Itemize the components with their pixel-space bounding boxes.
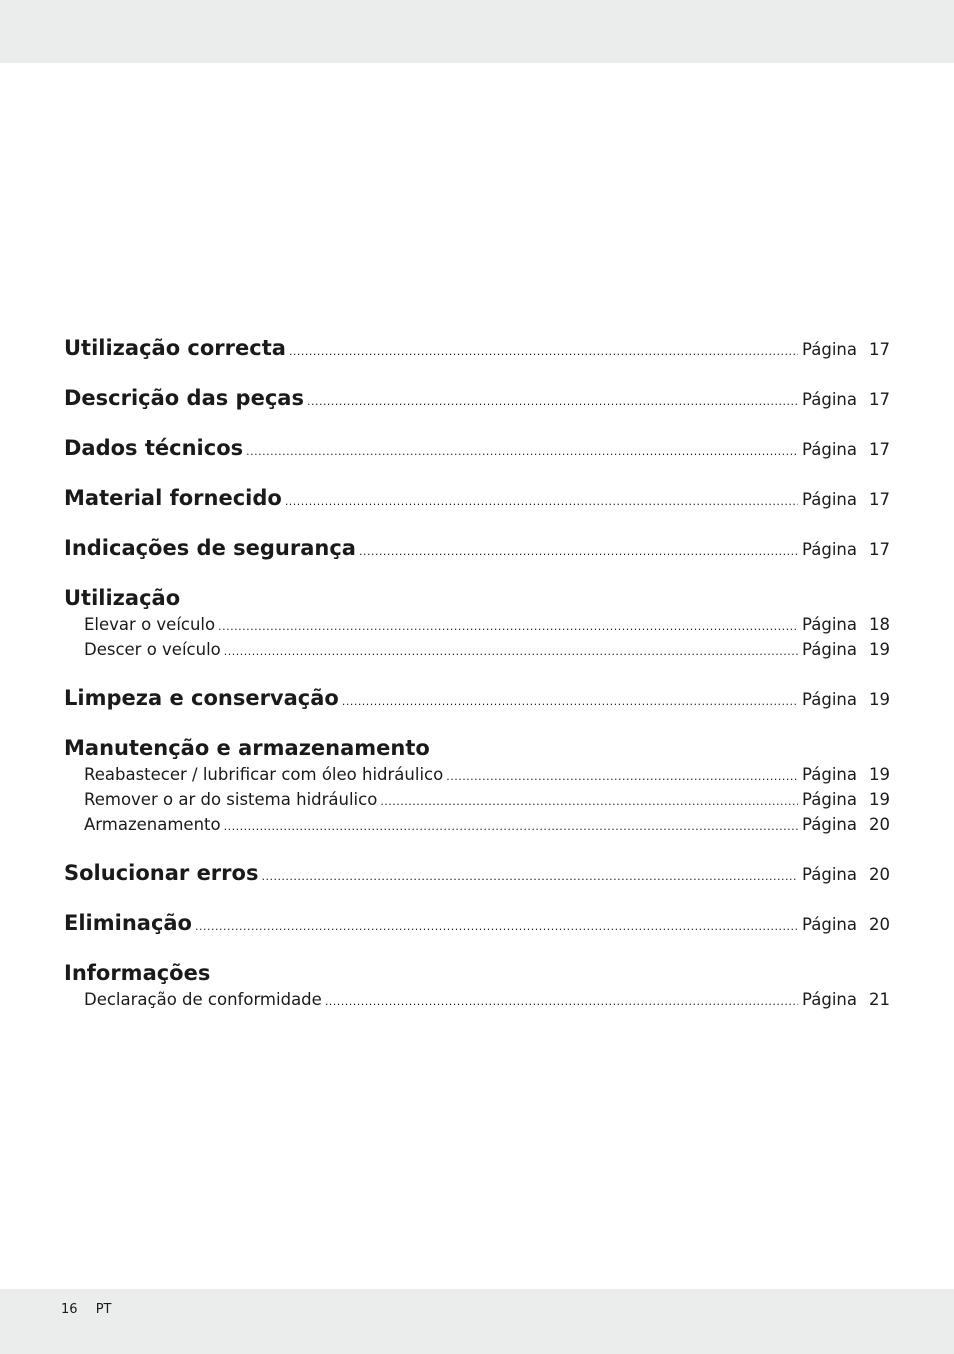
toc-entry[interactable] xyxy=(64,861,890,885)
footer-band xyxy=(0,1289,954,1354)
page-label: Página xyxy=(802,990,857,1009)
toc-entry-title: Descer o veículo xyxy=(84,640,221,659)
toc-entry-title: Declaração de conformidade xyxy=(84,990,322,1009)
toc-subentry[interactable] xyxy=(84,640,890,659)
dot-leader xyxy=(195,920,798,933)
footer-language: PT xyxy=(95,1302,112,1317)
toc-entry-title: Remover o ar do sistema hidráulico xyxy=(84,790,378,809)
page-number: 17 xyxy=(869,340,890,359)
dot-leader xyxy=(446,770,798,783)
dot-leader xyxy=(325,995,798,1008)
page-number: 17 xyxy=(869,540,890,559)
toc-entry-title: Indicações de segurança xyxy=(64,536,356,560)
page-label: Página xyxy=(802,640,857,659)
toc-entry[interactable] xyxy=(64,336,890,360)
page-number: 17 xyxy=(869,440,890,459)
page-number: 19 xyxy=(869,640,890,659)
page-number: 18 xyxy=(869,615,890,634)
toc-subentry[interactable] xyxy=(84,790,890,809)
page-label: Página xyxy=(802,815,857,834)
toc-subentry[interactable] xyxy=(84,990,890,1009)
toc-entry-title: Elevar o veículo xyxy=(84,615,216,634)
page-label: Página xyxy=(802,440,857,459)
dot-leader xyxy=(218,620,798,633)
toc-entry[interactable] xyxy=(64,436,890,460)
dot-leader xyxy=(342,695,798,708)
page-number: 19 xyxy=(869,690,890,709)
toc-section-heading[interactable]: Manutenção e armazenamento xyxy=(64,736,430,760)
toc-entry[interactable] xyxy=(64,686,890,710)
page-label: Página xyxy=(802,865,857,884)
dot-leader xyxy=(285,495,798,508)
page-label: Página xyxy=(802,765,857,784)
toc-entry-title: Utilização correcta xyxy=(64,336,286,360)
footer-page-number: 16 xyxy=(61,1302,78,1317)
toc-entry[interactable] xyxy=(64,386,890,410)
toc-section-heading[interactable]: Informações xyxy=(64,961,211,985)
dot-leader xyxy=(261,870,798,883)
toc-entry-title: Armazenamento xyxy=(84,815,221,834)
dot-leader xyxy=(289,345,798,358)
toc-subentry[interactable] xyxy=(84,615,890,634)
page-label: Página xyxy=(802,790,857,809)
dot-leader xyxy=(246,445,798,458)
page-number: 20 xyxy=(869,815,890,834)
page-number: 20 xyxy=(869,915,890,934)
toc-subentry[interactable] xyxy=(84,815,890,834)
page-label: Página xyxy=(802,615,857,634)
dot-leader xyxy=(359,545,798,558)
page-number: 20 xyxy=(869,865,890,884)
dot-leader xyxy=(307,395,798,408)
dot-leader xyxy=(224,645,798,658)
dot-leader xyxy=(224,820,798,833)
page-number: 21 xyxy=(869,990,890,1009)
header-band xyxy=(0,0,954,63)
toc-entry-title: Material fornecido xyxy=(64,486,282,510)
toc-entry-title: Limpeza e conservação xyxy=(64,686,339,710)
dot-leader xyxy=(380,795,798,808)
page-number: 19 xyxy=(869,790,890,809)
page-number: 17 xyxy=(869,390,890,409)
toc-entry[interactable] xyxy=(64,911,890,935)
page-number: 17 xyxy=(869,490,890,509)
page-label: Página xyxy=(802,390,857,409)
toc-entry-title: Reabastecer / lubrificar com óleo hidráulico xyxy=(84,765,444,784)
toc-section-heading[interactable]: Utilização xyxy=(64,586,181,610)
toc-entry[interactable] xyxy=(64,486,890,510)
page-label: Página xyxy=(802,340,857,359)
page-label: Página xyxy=(802,915,857,934)
page-label: Página xyxy=(802,540,857,559)
toc-entry-title: Dados técnicos xyxy=(64,436,244,460)
page-footer xyxy=(61,1302,125,1317)
toc-subentry[interactable] xyxy=(84,765,890,784)
toc-entry-title: Solucionar erros xyxy=(64,861,259,885)
toc-entry[interactable] xyxy=(64,536,890,560)
page-number: 19 xyxy=(869,765,890,784)
toc-entry-title: Eliminação xyxy=(64,911,192,935)
page-label: Página xyxy=(802,490,857,509)
toc-entry-title: Descrição das peças xyxy=(64,386,304,410)
page-label: Página xyxy=(802,690,857,709)
